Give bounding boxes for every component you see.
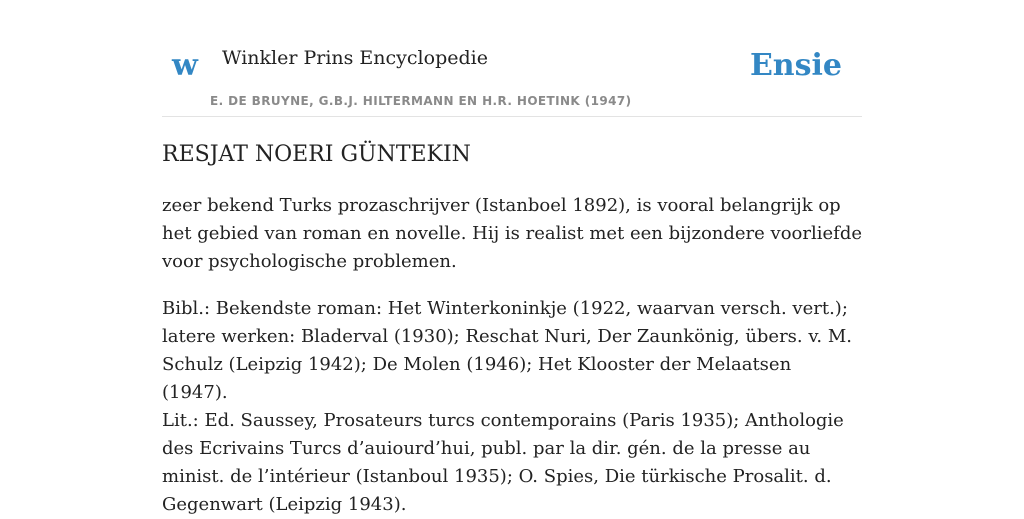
site-title[interactable]: Winkler Prins Encyclopedie	[222, 47, 488, 69]
entry-title: RESJAT NOERI GÜNTEKIN	[162, 142, 471, 167]
entry-paragraph-bibliography: Bibl.: Bekendste roman: Het Winterkoninkje (1922, waarvan versch. vert.); latere werken: Bladerval (1930); Reschat Nuri, Der Zaunkönig, übers. v. M. Schulz (Leipzig 1942); De Molen (1946); Het Klooster der Melaatsen (1947).	[162, 298, 852, 403]
entry-paragraph-literature: Lit.: Ed. Saussey, Prosateurs turcs contemporains (Paris 1935); Anthologie des Ecrivains Turcs d’auiourd’hui, publ. par la dir. gén. de la presse au minist. de l’intérieur (Istanboul 1935); O. Spies, Die türkische Prosalit. d. Gegenwart (Leipzig 1943).	[162, 410, 844, 515]
logo-icon[interactable]: w	[172, 48, 198, 83]
authors-line: E. DE BRUYNE, G.B.J. HILTERMANN EN H.R. HOETINK (1947)	[210, 94, 632, 108]
brand-logo[interactable]: Ensie	[749, 48, 842, 83]
article-page	[162, 0, 862, 515]
site-header	[162, 0, 862, 117]
entry-paragraph-description: zeer bekend Turks prozaschrijver (Istanboel 1892), is vooral belangrijk op het gebied van roman en novelle. Hij is realist met een bijzondere voorliefde voor psychologische problemen.	[162, 195, 862, 272]
